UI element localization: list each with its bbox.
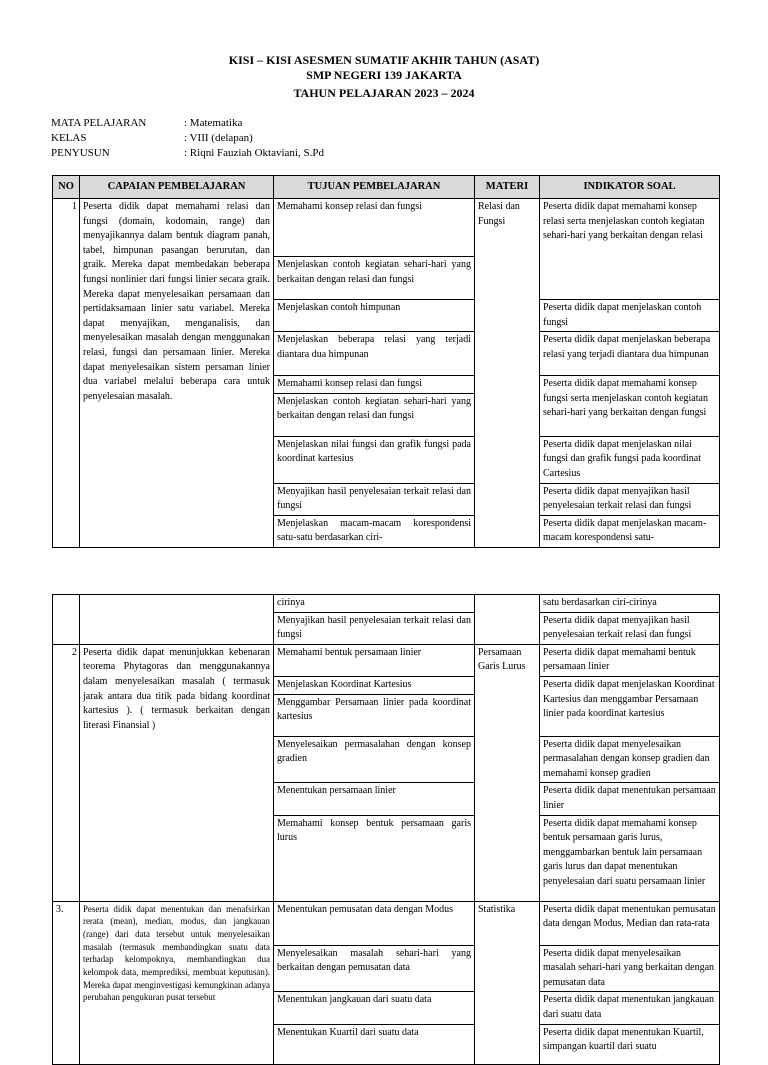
col-header-indikator: INDIKATOR SOAL [540, 176, 720, 199]
table-header-row [53, 176, 720, 199]
row-number: 2 [53, 644, 80, 901]
indikator-cell: Peserta didik dapat memahami konsep relasi serta menjelaskan contoh kegiatan sehari-hari yang berkaitan dengan relasi [540, 199, 720, 300]
indikator-cell: Peserta didik dapat menyajikan hasil penyelesaian terkait relasi dan fungsi [540, 483, 720, 515]
tp-cell: Menyelesaikan permasalahan dengan konsep gradien [274, 736, 475, 783]
indikator-cell: Peserta didik dapat menjelaskan beberapa relasi yang terjadi diantara dua himpunan [540, 332, 720, 376]
col-header-materi: MATERI [475, 176, 540, 199]
tp-cell: cirinya [274, 595, 475, 613]
cp-cell [80, 595, 274, 645]
table-row [53, 595, 720, 613]
materi-cell: Relasi dan Fungsi [475, 199, 540, 548]
meta-row-class [51, 131, 324, 146]
meta-key: MATA PELAJARAN [51, 117, 147, 129]
indikator-cell: Peserta didik dapat menyelesaikan masalah sehari-hari yang berkaitan dengan pemusatan data [540, 945, 720, 992]
materi-cell: Statistika [475, 901, 540, 1064]
meta-key: KELAS [51, 132, 87, 144]
indikator-cell: Peserta didik dapat menjelaskan macam-macam korespondensi satu- [540, 515, 720, 547]
grid-table-part-2 [52, 594, 720, 1065]
meta-value: : VIII (delapan) [184, 132, 253, 144]
meta-block [51, 116, 324, 161]
tp-cell: Memahami konsep bentuk persamaan garis lurus [274, 815, 475, 901]
indikator-cell: Peserta didik dapat memahami konsep fungsi serta menjelaskan contoh kegiatan sehari-hari yang berkaitan dengan fungsi [540, 376, 720, 437]
cp-cell: Peserta didik dapat memahami relasi dan fungsi (domain, kodomain, range) dan menyajikannya dalam bentuk diagram panah, tabel, himpunan pasangan berurutan, dan graik. Mereka dapat membedakan beberapa fungsi nonlinier dari fungsi linier secara graik. Mereka dapat menyelesaikan persamaan dan pertidaksamaan linier satu variabel. Mereka dapat menyajikan, menganalisis, dan menyelesaikan masalah dengan menggunakan relasi, fungsi dan persamaan linier. Mereka dapat menyelesaikan sistem persaman linier dua variabel melalui beberapa cara untuk penyelesaian masalah. [80, 199, 274, 548]
tp-cell: Menyelesaikan masalah sehari-hari yang berkaitan dengan pemusatan data [274, 945, 475, 992]
cp-cell: Peserta didik dapat menentukan dan menafsirkan rerata (mean), median, modus, dan jangkauan (range) dari data tersebut untuk menyelesaikan masalah (termasuk membandingkan suatu data terhadap kelompoknya, membandingkan dua kelompok data, memprediksi, membuat keputusan). Mereka dapat menginvestigasi kemungkinan adanya perubahan pengukuran pusat tersebut [80, 901, 274, 1064]
doc-title-line-2: SMP NEGERI 139 JAKARTA [306, 68, 462, 82]
indikator-cell: Peserta didik dapat menjelaskan contoh fungsi [540, 300, 720, 332]
indikator-cell: Peserta didik dapat menjelaskan Koordinat Kartesius dan menggambar Persamaan linier pada koordinat kartesius [540, 676, 720, 736]
meta-value: : Riqni Fauziah Oktaviani, S.Pd [184, 147, 324, 159]
tp-cell: Menyajikan hasil penyelesaian terkait relasi dan fungsi [274, 483, 475, 515]
tp-cell: Menentukan pemusatan data dengan Modus [274, 901, 475, 945]
meta-row-subject [51, 116, 324, 131]
tp-cell: Menentukan Kuartil dari suatu data [274, 1024, 475, 1064]
tp-cell: Menyajikan hasil penyelesaian terkait relasi dan fungsi [274, 612, 475, 644]
tp-cell: Menjelaskan contoh kegiatan sehari-hari yang berkaitan dengan relasi dan fungsi [274, 393, 475, 436]
tp-cell: Menjelaskan macam-macam korespondensi satu-satu berdasarkan ciri- [274, 515, 475, 547]
tp-cell: Menggambar Persamaan linier pada koordinat kartesius [274, 694, 475, 736]
tp-cell: Menjelaskan beberapa relasi yang terjadi diantara dua himpunan [274, 332, 475, 376]
tp-cell: Memahami konsep relasi dan fungsi [274, 199, 475, 257]
doc-title-line-1: KISI – KISI ASESMEN SUMATIF AKHIR TAHUN (ASAT) [228, 53, 540, 67]
col-header-cp: CAPAIAN PEMBELAJARAN [80, 176, 274, 199]
indikator-cell: Peserta didik dapat memahami konsep bentuk persamaan garis lurus, menggambarkan bentuk lain persamaan garis lurus dan dapat menentukan penyelesaian dari suatu persamaan linier [540, 815, 720, 901]
materi-cell: Persamaan Garis Lurus [475, 644, 540, 901]
indikator-cell: Peserta didik dapat memahami bentuk persamaan linier [540, 644, 720, 676]
indikator-cell: Peserta didik dapat menentukan pemusatan data dengan Modus, Median dan rata-rata [540, 901, 720, 945]
meta-row-author [51, 146, 324, 161]
meta-value: : Matematika [184, 117, 243, 129]
col-header-tp: TUJUAN PEMBELAJARAN [274, 176, 475, 199]
indikator-cell: Peserta didik dapat menjelaskan nilai fungsi dan grafik fungsi pada koordinat Cartesius [540, 436, 720, 483]
meta-key: PENYUSUN [51, 147, 110, 159]
tp-cell: Menentukan jangkauan dari suatu data [274, 992, 475, 1024]
table-row [53, 644, 720, 676]
col-header-no: NO [53, 176, 80, 199]
table-row [53, 199, 720, 257]
indikator-cell: Peserta didik dapat menentukan jangkauan dari suatu data [540, 992, 720, 1024]
indikator-cell: satu berdasarkan ciri-cirinya [540, 595, 720, 613]
tp-cell: Memahami konsep relasi dan fungsi [274, 376, 475, 394]
tp-cell: Menjelaskan contoh himpunan [274, 300, 475, 332]
row-number [53, 595, 80, 645]
materi-cell [475, 595, 540, 645]
tp-cell: Menjelaskan Koordinat Kartesius [274, 676, 475, 694]
tp-cell: Menjelaskan contoh kegiatan sehari-hari yang berkaitan dengan relasi dan fungsi [274, 257, 475, 300]
indikator-cell: Peserta didik dapat menentukan persamaan linier [540, 783, 720, 815]
indikator-cell: Peserta didik dapat menentukan Kuartil, simpangan kuartil dari suatu [540, 1024, 720, 1064]
grid-table-part-1 [52, 175, 720, 548]
indikator-cell: Peserta didik dapat menyelesaikan permasalahan dengan konsep gradien dan memahami konsep gradien [540, 736, 720, 783]
tp-cell: Menentukan persamaan linier [274, 783, 475, 815]
tp-cell: Menjelaskan nilai fungsi dan grafik fungsi pada koordinat kartesius [274, 436, 475, 483]
cp-cell: Peserta didik dapat menunjukkan kebenaran teorema Phytagoras dan menggunakannya dalam menyelesaikan masalah ( termasuk jarak antara dua titik pada bidang koordinat kartesius ). ( termasuk berkaitan dengan literasi Finansial ) [80, 644, 274, 901]
doc-title-line-3: TAHUN PELAJARAN 2023 – 2024 [293, 86, 475, 100]
row-number: 3. [53, 901, 80, 1064]
table-row [53, 901, 720, 945]
tp-cell: Memahami bentuk persamaan linier [274, 644, 475, 676]
indikator-cell: Peserta didik dapat menyajikan hasil penyelesaian terkait relasi dan fungsi [540, 612, 720, 644]
row-number: 1 [53, 199, 80, 548]
